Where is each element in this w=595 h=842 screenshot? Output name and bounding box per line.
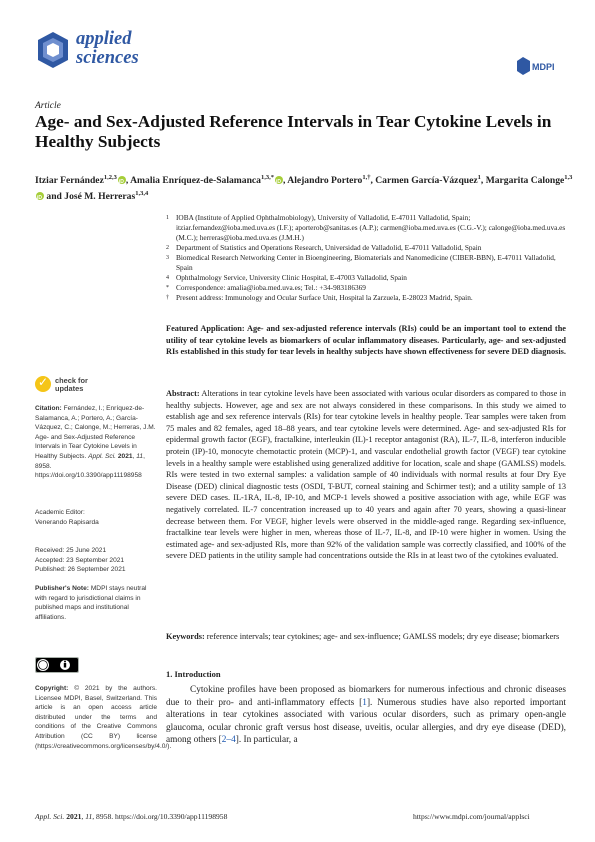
intro-paragraph [166,684,566,747]
check-line1: check for [55,376,88,385]
affiliation-mark: * [166,285,169,291]
featured-application: Featured Application: Age- and sex-adjusted reference intervals (RIs) could be an important tool to extend the utility of tear cytokine levels as biomarkers of ocular inflammatory diseases. Particularly, age- and sex-adjusted RIs established in this study for tear levels in healthy subjects have shown effectiveness for severe DED diagnosis. [166,324,566,357]
abstract [166,388,566,562]
mdpi-logo-text: MDPI [532,62,555,72]
citation-journal: Appl. Sci. [88,452,117,460]
footer-year: 2021 [66,812,82,821]
editor-name: Venerando Rapisarda [35,518,99,526]
check-icon [35,376,51,392]
abstract-label: Abstract: [166,389,200,398]
author-affiliation-marks: 1,† [362,174,371,181]
editor-label: Academic Editor: [35,509,85,516]
affiliation-text: Correspondence: amalia@ioba.med.uva.es; Tel.: +34-983186369 [176,283,366,292]
citation-text: Fernández, I.; Enríquez-de-Salamanca, A.; Portero, A.; García-Vázquez, C.; Calonge, M.; Herreras, J.M. Age- and Sex-Adjusted Reference Intervals in Tear Cytokine Levels in Healthy Subjects. [35,405,156,460]
affiliation-text: IOBA (Institute of Applied Ophthalmobiology), University of Valladolid, E-47011 Valladolid, Spain; itziar.fernandez@ioba.med.uva.es (I.F.); aporterob@sanitas.es (A.P.); carmen@ioba.med.uva.es (C.G.-V.); calonge@ioba.med.uva.es (M.C.); herreras@ioba.med.uva.es (J.M.H.) [176,213,566,242]
journal-name[interactable] [76,30,139,68]
abstract-text: Alterations in tear cytokine levels have been associated with various ocular disorders as compared to those in healthy subjects. However, age and sex are not always considered in these comparisons. In this study we aimed to establish age and sex reference intervals (RIs) for tear cytokine levels in healthy people. Tear samples were taken from 75 males and 82 females, aged 18–88 years, and tear cytokine levels were determined. Age- and sex-adjusted RIs for epidermal growth factor (EGF), fractalkine, interleukin (IL)-1 receptor antagonist (RA), IL-7, IL-8, interferon inducible protein (IP)-10, monocyte chemotactic protein (MCP)-1, and vascular endothelial growth factor (VEGF) tear cytokine levels in a healthy sample were established using generalized additive for location, scale and shape (GAMLSS) models. RIs were tested in two external samples: a validation sample of 40 individuals with normal results at four Dry Eye Disease (DED) clinical diagnostic tests (OSDI, T-BUT, corneal staining and Schirmer test); and a utility sample of 13 severe DED cases. IL-1RA, IL-8, IP-10, and MCP-1 levels showed a positive association with age, while EGF was negatively correlated. IL-7 concentration increased up to 40 years and again after 70 years, showing a quasi-linear decrease between them. For VEGF, higher levels were observed in the middle-aged range. Regarding sex-influence, fractalkine tear levels were higher in men, whereas those of IL-7, IL-8, and IP-10 were higher in women. Using the estimated age- and sex-adjusted RIs, more than 92% of the validation sample was correctly classified, and 100% of the severe DED patients in the utility sample had concentrations outside the RIs in at least two of the cytokines evaluated. [166,389,566,561]
orcid-icon[interactable] [36,192,44,200]
affiliation-item [166,243,566,253]
publisher-note-text: MDPI stays neutral with regard to jurisdictional claims in published maps and institutional affiliations. [35,585,147,621]
check-for-updates-button[interactable] [35,376,95,396]
article-type: Article [35,101,61,111]
journal-name-line1: applied [76,29,132,49]
copyright-block [35,684,172,751]
affiliations [166,213,566,303]
publisher-note-label: Publisher's Note: [35,585,89,592]
author-affiliation-marks: 1 [477,174,481,181]
keywords-text: reference intervals; tear cytokines; age- and sex-influence; GAMLSS models; dry eye disease; biomarkers [206,632,560,641]
keywords-label: Keywords: [166,632,205,641]
intro-text-c: ]. In particular, a [235,735,298,745]
orcid-icon[interactable] [275,176,283,184]
author-name[interactable]: Amalia Enríquez-de-Salamanca [130,175,261,187]
affiliation-item [166,283,566,293]
mdpi-logo[interactable] [517,56,557,76]
citation-volume: 11 [136,452,144,460]
citation-year: 2021 [117,452,133,460]
received-date: Received: 25 June 2021 [35,547,107,554]
accepted-date: Accepted: 23 September 2021 [35,556,125,564]
publisher-note [35,584,157,622]
intro-text-a: Cytokine profiles have been proposed as biomarkers for numerous infectious and chronic diseases due to their pro- and anti-inflammatory effects [ [166,685,566,708]
journal-name-line2: sciences [76,48,139,68]
cc-by-license-icon[interactable] [35,657,79,673]
author-list: Itziar Fernández$^{1,2,3}$iD , Amalia Enríquez-de-Salamanca$^{1,3,*}$iD , Alejandro Portero$^{1,\dagger}$, Carmen García-Vázquez$^1$, Margarita Calonge$^{1,3}$iD and José M. Herreras$^{1,3,4}$ [35,171,575,203]
section-title: 1. Introduction [166,669,221,679]
footer-citation: Appl. Sci. 2021, 11, 8958. https://doi.org/10.3390/app11198958 [35,812,228,821]
citation-label: Citation: [35,405,62,412]
reference-link-2-4[interactable]: 2–4 [221,735,236,745]
published-date: Published: 26 September 2021 [35,566,126,574]
citation-block: Citation: Fernández, I.; Enríquez-de-Salamanca, A.; Portero, A.; García-Vázquez, C.; Calonge, M.; Herreras, J.M. Age- and Sex-Adjusted Reference Intervals in Tear Cytokine Levels in Healthy Subjects. Appl. Sci. 2021, 11, 8958. https://doi.org/10.3390/app11198958 [35,405,156,480]
orcid-icon[interactable] [118,176,126,184]
footer-journal: Appl. Sci. [35,812,65,821]
affiliation-item [166,293,566,303]
affiliation-mark: 4 [166,275,169,281]
author-name[interactable]: Alejandro Portero [287,175,363,187]
affiliation-mark: 2 [166,245,169,251]
affiliation-item [166,253,566,273]
author-affiliation-marks: 1,3,4 [135,190,149,198]
affiliation-mark: 3 [166,255,169,261]
affiliation-item [166,273,566,283]
affiliation-mark: 1 [166,215,169,221]
footer-journal-url[interactable]: https://www.mdpi.com/journal/applsci [413,812,530,821]
page-title: Age- and Sex-Adjusted Reference Intervals in Tear Cytokine Levels in Healthy Subjects [35,112,552,151]
author-name[interactable]: Margarita Calonge [485,175,565,187]
author-affiliation-marks: 1,2,3 [103,174,117,181]
intro-text-b: ]. Numerous studies have also reported important alterations in tear cytokines associated with various ocular disorders, such as primary open-angle glaucoma, ocular chronic graft versus host disease, uveitis, ocular allergies, and dry eye disease (DED), among others [ [166,697,566,745]
affiliation-text: Department of Statistics and Operations Research, Universidad de Valladolid, E-47011 Valladolid, Spain [176,243,482,252]
author-affiliation-marks: 1,3 [564,174,573,181]
citation-doi[interactable]: , 8958. https://doi.org/10.3390/app11198958 [35,452,145,480]
footer-volume: 11 [85,812,93,821]
copyright-label: Copyright: [35,685,69,692]
reference-link-1[interactable]: 1 [362,697,367,708]
academic-editor [35,508,157,527]
affiliation-item [166,213,566,243]
footer-doi[interactable]: , 8958. https://doi.org/10.3390/app11198958 [92,812,228,821]
copyright-text: © 2021 by the authors. Licensee MDPI, Basel, Switzerland. This article is an open access article distributed under the terms and conditions of the Creative Commons Attribution (CC BY) license (https://creativecommons.org/licenses/by/4.0/). [35,685,172,750]
author-affiliation-marks: 1,3,* [260,174,274,181]
author-name[interactable]: Itziar Fernández [35,175,104,187]
affiliation-text: Biomedical Research Networking Center in Bioengineering, Biomaterials and Nanomedicine (CIBER-BBN), E-47011 Valladolid, Spain [176,253,556,272]
author-name[interactable]: Carmen García-Vázquez [375,175,478,187]
affiliation-text: Present address: Immunology and Ocular Surface Unit, Hospital la Zarzuela, E-28023 Madrid, Spain. [176,293,473,302]
affiliation-mark: † [166,295,169,301]
keywords [166,631,566,643]
dates-block [35,546,157,575]
affiliation-text: Ophthalmology Service, University Clinic Hospital, E-47003 Valladolid, Spain [176,273,407,282]
author-name[interactable]: José M. Herreras [64,191,136,203]
check-line2: updates [55,384,84,393]
journal-logo-icon [35,30,71,70]
